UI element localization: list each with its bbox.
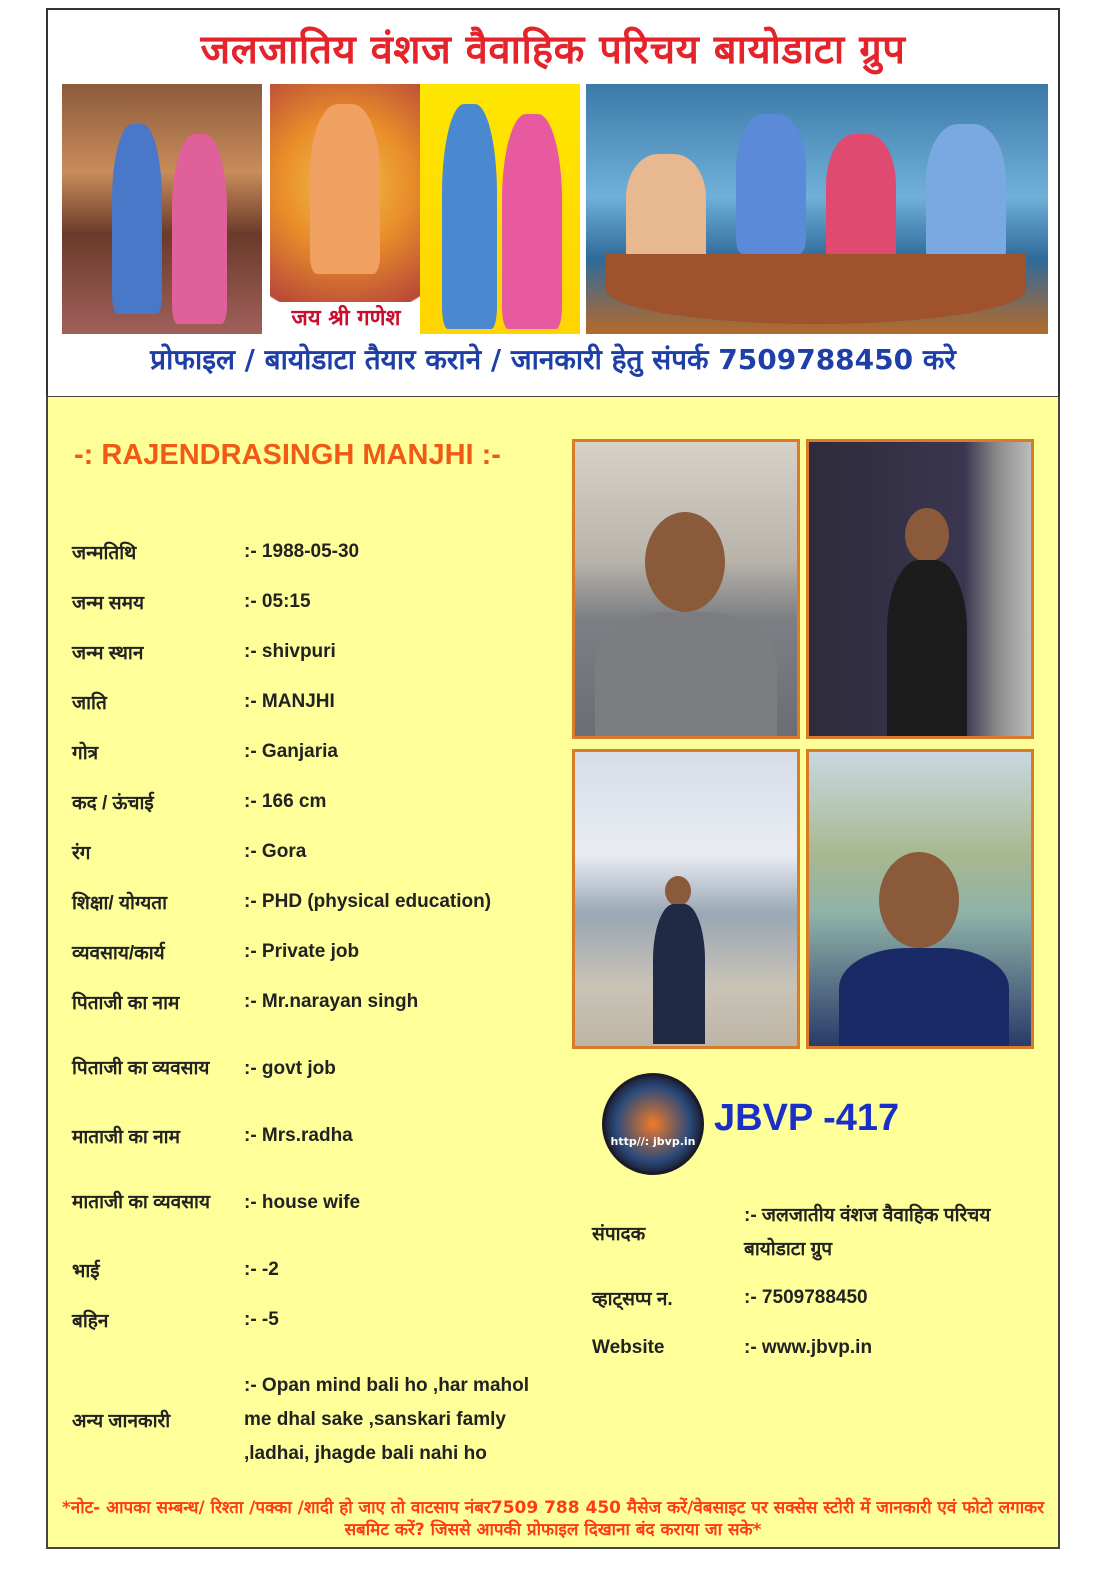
detail-value: :- Mr.narayan singh — [244, 991, 419, 1012]
detail-label: जन्म स्थान — [72, 643, 144, 664]
profile-photo — [806, 439, 1034, 739]
detail-row — [72, 1161, 554, 1245]
detail-row — [72, 527, 554, 577]
detail-label: व्यवसाय/कार्य — [72, 943, 165, 964]
contact-banner-line: प्रोफाइल / बायोडाटा तैयार कराने / जानकारी हेतु संपर्क 7509788450 करे — [150, 343, 956, 376]
detail-value: :- -2 — [244, 1259, 279, 1280]
detail-row — [72, 777, 554, 827]
banner-title: जलजातिय वंशज वैवाहिक परिचय बायोडाटा ग्रुप — [200, 27, 906, 73]
contact-label: व्हाट्सप्प न. — [592, 1289, 673, 1310]
ram-sita-wedding-image — [62, 84, 262, 334]
detail-label: जाति — [72, 693, 107, 714]
details-table — [72, 527, 554, 1495]
detail-row — [72, 927, 554, 977]
detail-row — [72, 1111, 554, 1161]
detail-label: बहिन — [72, 1311, 109, 1332]
detail-row — [72, 977, 554, 1027]
contact-row — [592, 1193, 1014, 1273]
contact-row — [592, 1323, 1014, 1373]
banner-header — [46, 8, 1060, 398]
detail-label: जन्मतिथि — [72, 543, 137, 564]
detail-value: :- Opan mind bali ho ,har mahol me dhal sake ,sanskari famly ,ladhai, jhagde bali nahi ho — [244, 1375, 530, 1464]
detail-row — [72, 827, 554, 877]
contact-label: संपादक — [592, 1224, 646, 1245]
detail-value: :- 05:15 — [244, 591, 311, 612]
footer-note: *नोट- आपका सम्बन्ध/ रिश्ता /पक्का /शादी हो जाए तो वाटसाप नंबर7509 788 450 मैसेज करें/वेबसाइट पर सक्सेस स्टोरी में जानकारी एवं फोटो लगाकर सबमिट करें? जिससे आपकी प्रोफाइल दिखाना बंद कराया जा सके* — [61, 1498, 1045, 1540]
detail-label: कद / ऊंचाई — [72, 793, 154, 814]
detail-row — [72, 1345, 554, 1495]
candidate-name: -: RAJENDRASINGH MANJHI :- — [74, 439, 501, 471]
detail-row — [72, 1245, 554, 1295]
contact-value: :- जलजातीय वंशज वैवाहिक परिचय बायोडाटा ग्रुप — [744, 1205, 991, 1260]
detail-row — [72, 677, 554, 727]
profile-photo — [806, 749, 1034, 1049]
detail-label: भाई — [72, 1261, 100, 1282]
detail-value: :- -5 — [244, 1309, 279, 1330]
website-link[interactable]: :- www.jbvp.in — [744, 1337, 873, 1358]
detail-value: :- govt job — [244, 1058, 336, 1079]
detail-value: :- shivpuri — [244, 641, 336, 662]
detail-label: रंग — [72, 843, 91, 864]
profile-code: JBVP -417 — [714, 1097, 900, 1139]
detail-row — [72, 727, 554, 777]
contact-label: Website — [592, 1337, 665, 1358]
contact-row — [592, 1273, 1014, 1323]
detail-label: जन्म समय — [72, 593, 145, 614]
profile-photo — [572, 749, 800, 1049]
detail-value: :- Private job — [244, 941, 360, 962]
detail-label: गोत्र — [72, 743, 99, 764]
detail-label: पिताजी का व्यवसाय — [72, 1058, 210, 1079]
detail-value: :- Gora — [244, 841, 307, 862]
detail-row — [72, 877, 554, 927]
jbvp-logo — [602, 1073, 704, 1175]
profile-photo — [572, 439, 800, 739]
profile-panel — [46, 396, 1060, 1549]
detail-row — [72, 1027, 554, 1111]
detail-value: :- MANJHI — [244, 691, 335, 712]
detail-label: पिताजी का नाम — [72, 993, 180, 1014]
detail-value: :- 166 cm — [244, 791, 327, 812]
contact-value[interactable]: :- 7509788450 — [744, 1287, 868, 1308]
jai-shri-ganesh-caption: जय श्री गणेश — [266, 302, 426, 332]
detail-row — [72, 1295, 554, 1345]
ram-sita-image — [420, 84, 580, 334]
ganesha-image — [270, 84, 420, 334]
biodata-sheet — [46, 8, 1060, 1548]
detail-value: :- Ganjaria — [244, 741, 338, 762]
detail-row — [72, 627, 554, 677]
detail-label: माताजी का नाम — [72, 1127, 180, 1148]
detail-value: :- PHD (physical education) — [244, 891, 492, 912]
detail-value: :- 1988-05-30 — [244, 541, 360, 562]
boat-scene-image — [586, 84, 1048, 334]
detail-label: अन्य जानकारी — [72, 1411, 171, 1432]
logo-url-text: http//: jbvp.in — [610, 1135, 696, 1148]
detail-label: माताजी का व्यवसाय — [72, 1192, 210, 1213]
contact-table — [592, 1193, 1014, 1373]
detail-row — [72, 577, 554, 627]
detail-value: :- house wife — [244, 1192, 361, 1213]
detail-label: शिक्षा/ योग्यता — [72, 893, 167, 914]
detail-value: :- Mrs.radha — [244, 1125, 353, 1146]
